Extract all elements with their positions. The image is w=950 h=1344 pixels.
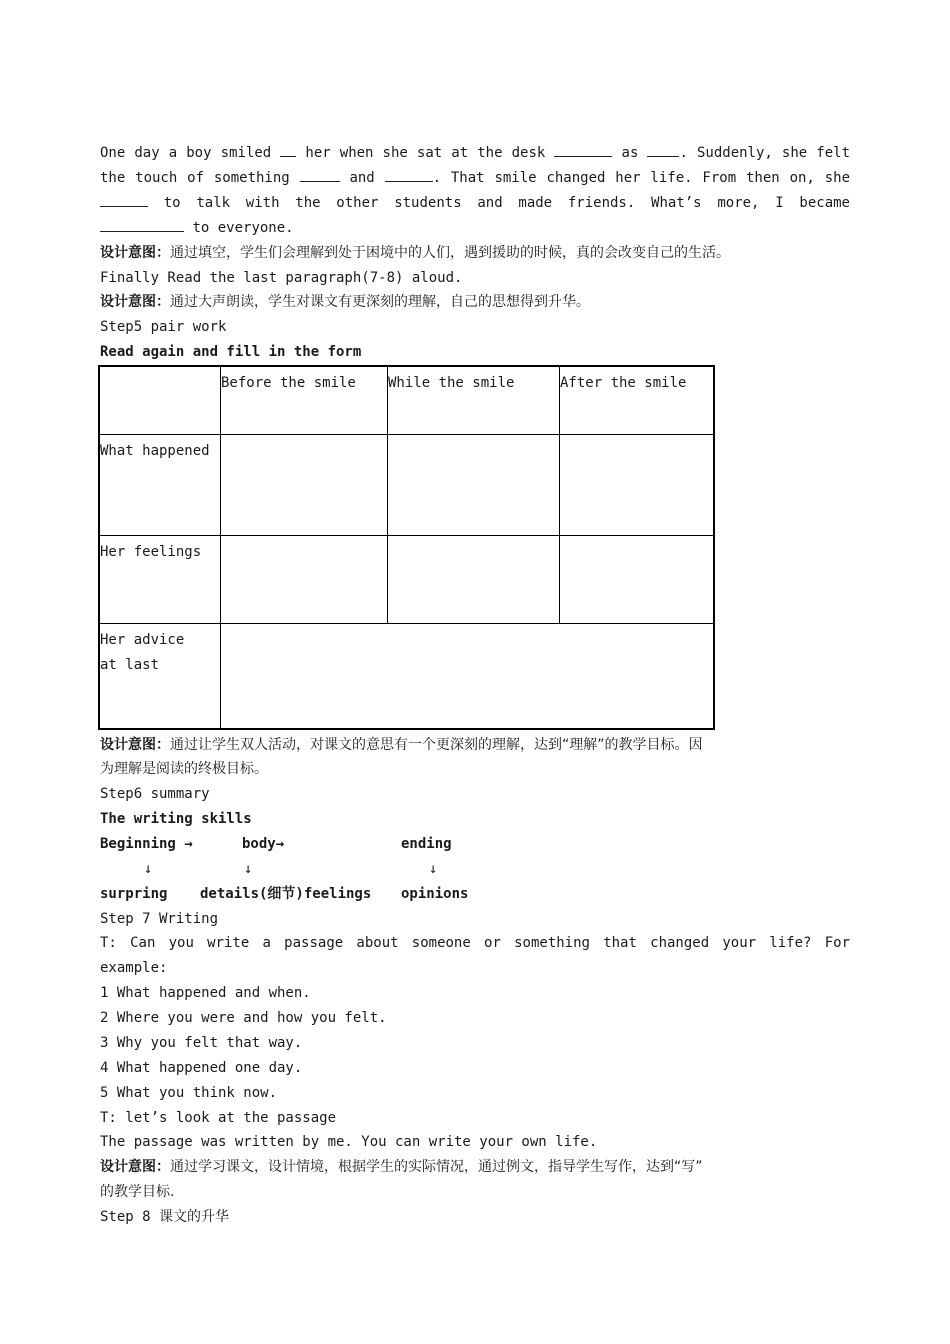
table-cell[interactable] [221, 535, 388, 623]
step8-heading: Step 8 课文的升华 [100, 1209, 230, 1225]
cloze-line-4: to everyone. [100, 216, 850, 241]
cloze-line-3: to talk with the other students and made friends. What’s more, I became [100, 191, 850, 216]
cloze-line-1: One day a boy smiled her when she sat at the desk as . Suddenly, she felt [100, 141, 850, 166]
blank [647, 142, 679, 157]
down-arrow-icon: ↓ [144, 861, 153, 877]
table-cell[interactable] [221, 623, 715, 729]
list-item: 4 What happened one day. [100, 1060, 303, 1076]
blank [100, 217, 184, 232]
row-label-what-happened: What happened [99, 434, 221, 535]
fill-in-form-table [98, 365, 715, 730]
blank [300, 167, 340, 182]
row-label-her-feelings: Her feelings [99, 535, 221, 623]
flow-body: body→ [242, 836, 285, 852]
table-header-while: While the smile [388, 366, 560, 434]
design-intent-3: 设计意图：通过让学生双人活动，对课文的意思有一个更深刻的理解，达到“理解”的教学目标。因 [100, 737, 703, 753]
blank [280, 142, 296, 157]
flow-surpring: surpring [100, 886, 168, 902]
step7-heading: Step 7 Writing [100, 911, 219, 927]
cloze-line-2: the touch of something and . That smile changed her life. From then on, she [100, 166, 850, 191]
table-cell [99, 366, 221, 434]
writing-question-cont: example: [100, 960, 168, 976]
table-cell[interactable] [560, 535, 715, 623]
writing-skills-heading: The writing skills [100, 811, 252, 827]
blank [100, 192, 148, 207]
form-title: Read again and fill in the form [100, 344, 362, 360]
list-item: 5 What you think now. [100, 1085, 278, 1101]
table-row [99, 623, 714, 729]
down-arrow-icon: ↓ [244, 861, 253, 877]
table-header-after: After the smile [560, 366, 715, 434]
list-item: 2 Where you were and how you felt. [100, 1010, 387, 1026]
row-label-her-advice: Her advice at last [99, 623, 221, 729]
table-cell[interactable] [388, 535, 560, 623]
table-header-before: Before the smile [221, 366, 388, 434]
written-by-line: The passage was written by me. You can write your own life. [100, 1134, 598, 1150]
table-row [99, 535, 714, 623]
writing-question: T: Can you write a passage about someone or something that changed your life? For [100, 935, 850, 951]
blank [554, 142, 612, 157]
table-cell[interactable] [388, 434, 560, 535]
flow-details: details(细节)feelings [200, 886, 372, 902]
design-intent-2: 设计意图：通过大声朗读，学生对课文有更深刻的理解，自己的思想得到升华。 [100, 294, 590, 310]
finally-line: Finally Read the last paragraph(7-8) aloud. [100, 270, 463, 286]
design-intent-4-cont: 的教学目标. [100, 1184, 175, 1200]
table-cell[interactable] [221, 434, 388, 535]
flow-ending: ending [401, 836, 452, 852]
design-intent-1: 设计意图：通过填空，学生们会理解到处于困境中的人们，遇到援助的时候，真的会改变自己的生活。 [100, 245, 730, 261]
blank [385, 167, 433, 182]
design-intent-4: 设计意图：通过学习课文，设计情境，根据学生的实际情况，通过例文，指导学生写作，达到“写” [100, 1159, 703, 1175]
table-header-row [99, 366, 714, 434]
lets-look-line: T: let’s look at the passage [100, 1110, 337, 1126]
step6-heading: Step6 summary [100, 786, 210, 802]
table-cell[interactable] [560, 434, 715, 535]
table-row [99, 434, 714, 535]
flow-opinions: opinions [401, 886, 469, 902]
step5-heading: Step5 pair work [100, 319, 227, 335]
design-intent-3-cont: 为理解是阅读的终极目标。 [100, 761, 268, 777]
list-item: 1 What happened and when. [100, 985, 311, 1001]
down-arrow-icon: ↓ [429, 861, 438, 877]
list-item: 3 Why you felt that way. [100, 1035, 303, 1051]
flow-beginning: Beginning → [100, 836, 193, 852]
